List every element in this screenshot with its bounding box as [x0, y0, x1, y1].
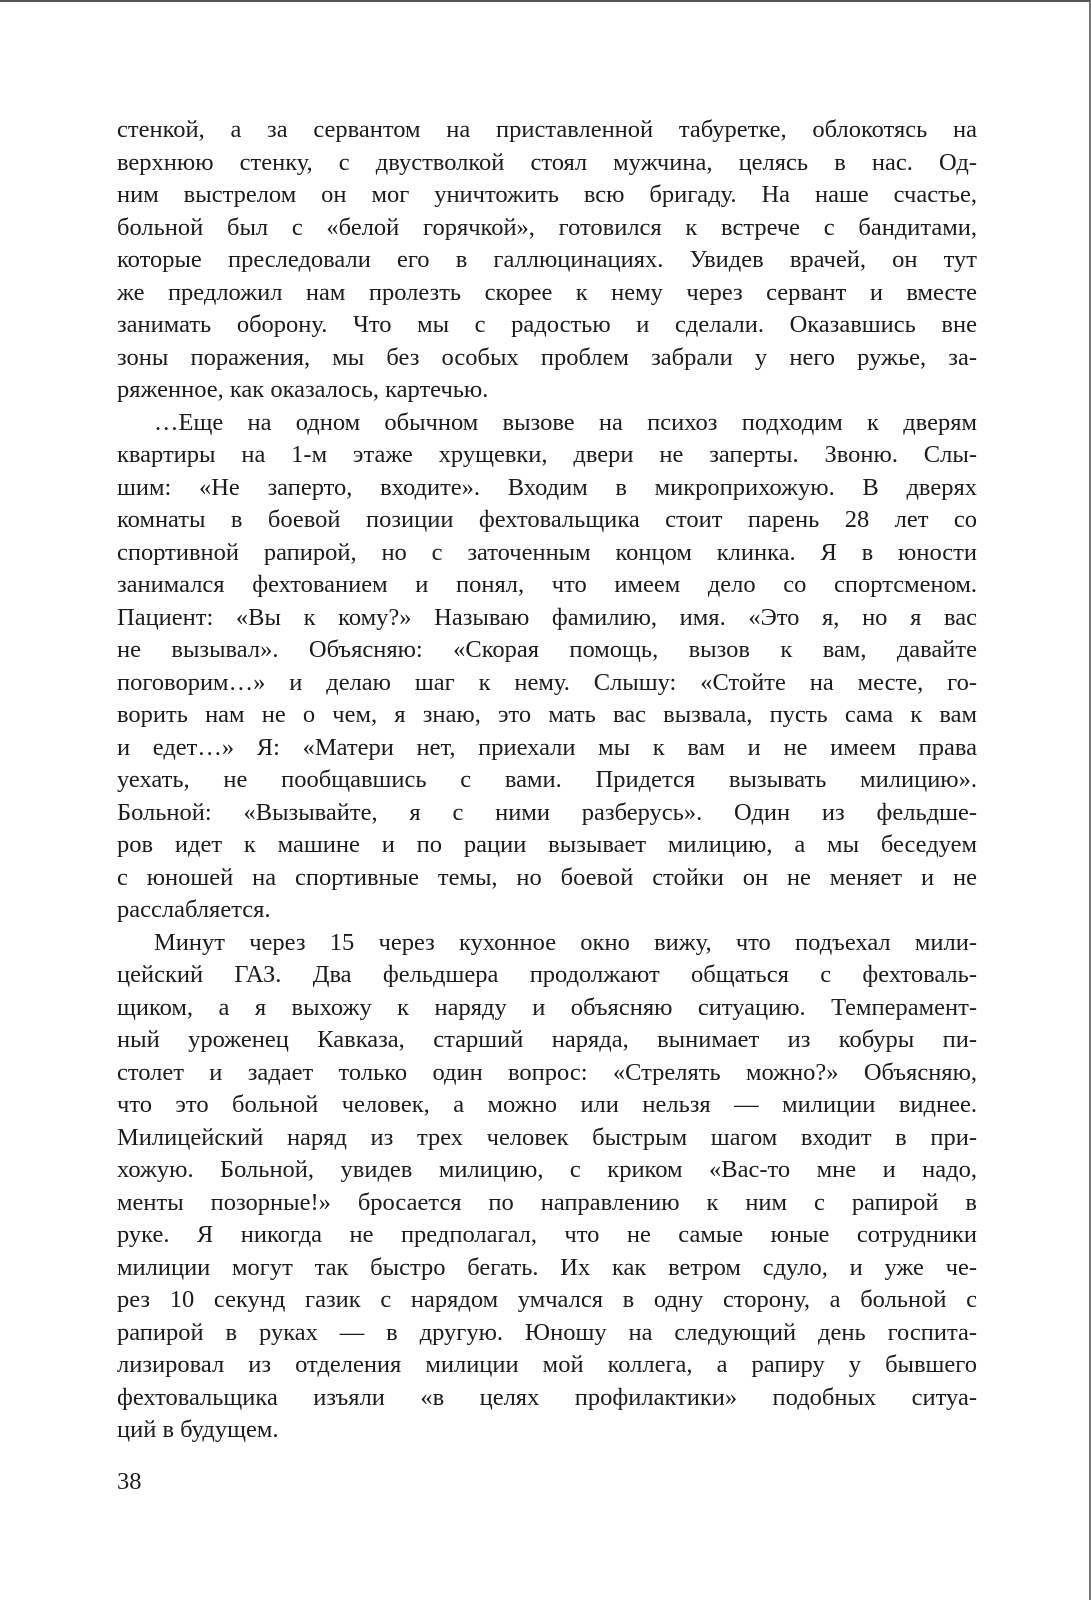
text-line: уехать, не пообщавшись с вами. Придется вызывать милицию».: [117, 766, 977, 793]
text-line: щиком, а я выхожу к наряду и объясняю ситуацию. Темперамент-: [117, 993, 977, 1021]
text-line: что это больной человек, а можно или нельзя — милиции виднее.: [117, 1091, 977, 1118]
text-line: Минут через 15 через кухонное окно вижу, что подъехал мили-: [154, 928, 977, 956]
text-line: не вызывал». Объясняю: «Скорая помощь, вызов к вам, давайте: [117, 636, 977, 663]
text-line: стенкой, а за сервантом на приставленной табуретке, облокотясь на: [117, 116, 977, 143]
text-line: Милицейский наряд из трех человек быстрым шагом входит в при-: [117, 1123, 977, 1151]
text-line: милиции могут так быстро бегать. Их как ветром сдуло, и уже че-: [117, 1253, 977, 1281]
text-line: рапирой в руках — в другую. Юношу на следующий день госпита-: [117, 1318, 977, 1346]
text-line: рез 10 секунд газик с нарядом умчался в одну сторону, а больной с: [117, 1286, 977, 1313]
text-line: больной был с «белой горячкой», готовился к встрече с бандитами,: [117, 213, 977, 241]
text-line: ций в будущем.: [117, 1416, 279, 1443]
text-line: менты позорные!» бросается по направлению к ним с рапирой в: [117, 1188, 977, 1216]
paragraph-2: [117, 407, 977, 927]
text-line: цейский ГАЗ. Два фельдшера продолжают общаться с фехтоваль-: [117, 961, 977, 988]
text-line: лизировал из отделения милиции мой коллега, а рапиру у бывшего: [117, 1351, 977, 1378]
text-line: руке. Я никогда не предполагал, что не самые юные сотрудники: [117, 1221, 977, 1248]
text-line: ров идет к машине и по рации вызывает милицию, а мы беседуем: [117, 831, 977, 858]
body-text: [117, 114, 977, 1447]
text-line: зоны поражения, мы без особых проблем забрали у него ружье, за-: [117, 343, 977, 371]
text-line: Больной: «Вызывайте, я с ними разберусь». Один из фельдше-: [117, 798, 977, 826]
text-line: с юношей на спортивные темы, но боевой стойки он не меняет и не: [117, 863, 977, 891]
text-line: которые преследовали его в галлюцинациях. Увидев врачей, он тут: [117, 246, 977, 273]
text-line: и едет…» Я: «Матери нет, приехали мы к вам и не имеем права: [117, 733, 977, 761]
text-line: спортивной рапирой, но с заточенным концом клинка. Я в юности: [117, 538, 977, 566]
text-line: столет и задает только один вопрос: «Стрелять можно?» Объясняю,: [117, 1058, 977, 1086]
text-line: же предложил нам пролезть скорее к нему через сервант и вместе: [117, 278, 977, 306]
page-number: 38: [117, 1468, 142, 1495]
text-line: комнаты в боевой позиции фехтовальщика стоит парень 28 лет со: [117, 506, 977, 533]
text-line: расслабляется.: [117, 896, 271, 923]
text-line: шим: «Не заперто, входите». Входим в микроприхожую. В дверях: [117, 473, 977, 501]
text-line: занимать оборону. Что мы с радостью и сделали. Оказавшись вне: [117, 311, 977, 338]
text-line: ним выстрелом он мог уничтожить всю бригаду. На наше счастье,: [117, 181, 977, 208]
text-line: …Еще на одном обычном вызове на психоз подходим к дверям: [154, 408, 977, 436]
text-line: поговорим…» и делаю шаг к нему. Слышу: «Стойте на месте, го-: [117, 668, 977, 696]
text-line: хожую. Больной, увидев милицию, с криком «Вас-то мне и надо,: [117, 1156, 977, 1183]
text-line: квартиры на 1-м этаже хрущевки, двери не заперты. Звоню. Слы-: [117, 441, 977, 468]
text-line: ный уроженец Кавказа, старший наряда, вынимает из кобуры пи-: [117, 1026, 977, 1053]
text-line: ряженное, как оказалось, картечью.: [117, 376, 489, 403]
text-line: фехтовальщика изъяли «в целях профилактики» подобных ситуа-: [117, 1383, 977, 1411]
text-line: Пациент: «Вы к кому?» Называю фамилию, имя. «Это я, но я вас: [117, 603, 977, 631]
paragraph-1: [117, 114, 977, 407]
text-line: занимался фехтованием и понял, что имеем дело со спортсменом.: [117, 571, 977, 598]
text-line: ворить нам не о чем, я знаю, это мать вас вызвала, пусть сама к вам: [117, 701, 977, 728]
text-line: верхнюю стенку, с двустволкой стоял мужчина, целясь в нас. Од-: [117, 148, 977, 176]
paragraph-3: [117, 927, 977, 1447]
